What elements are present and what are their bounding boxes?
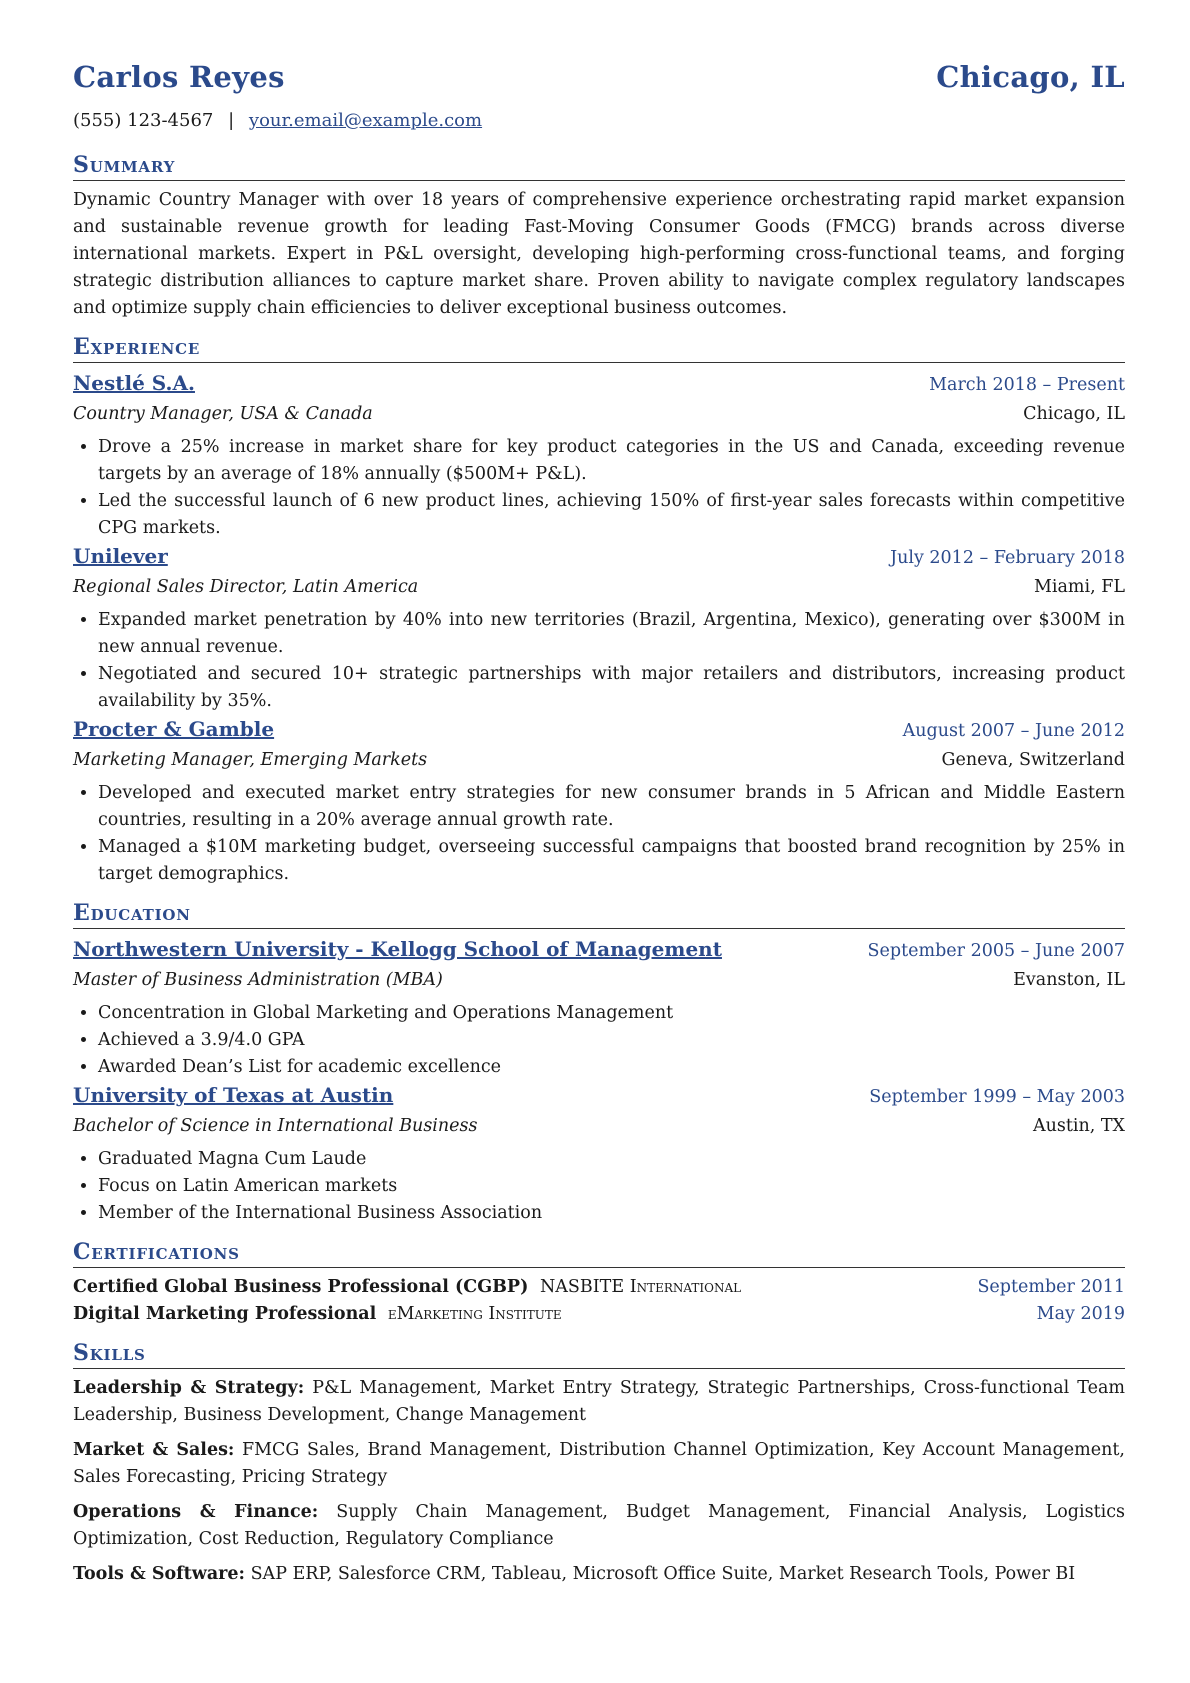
skill-group-values: FMCG Sales, Brand Management, Distribution Channel Optimization, Key Account Management, Sales Forecasting, Pricing Strategy — [73, 1440, 1125, 1487]
education-detail-item: • Focus on Latin American markets — [98, 1173, 1125, 1200]
experience-entry — [73, 369, 1125, 542]
degree-title: Bachelor of Science in International Business — [73, 1116, 478, 1136]
candidate-name: Carlos Reyes — [73, 60, 285, 94]
skill-group-values: P&L Management, Market Entry Strategy, Strategic Partnerships, Cross-functional Team Leadership, Business Development, Change Management — [73, 1378, 1125, 1425]
study-dates: September 1999 – May 2003 — [869, 1087, 1125, 1107]
education-heading: Education — [73, 898, 1125, 929]
skill-group — [73, 1499, 1125, 1553]
employer-link[interactable]: Nestlé S.A. — [73, 371, 195, 395]
achievement-item: • Managed a $10M marketing budget, overseeing successful campaigns that boosted brand recognition by 25% in target demographics. — [98, 834, 1125, 888]
phone-number: (555) 123-4567 — [73, 110, 214, 131]
education-detail-list — [73, 1000, 1125, 1081]
education-detail-item: • Achieved a 3.9/4.0 GPA — [98, 1027, 1125, 1054]
certification-row — [73, 1274, 1125, 1301]
achievement-item: • Drove a 25% increase in market share for key product categories in the US and Canada, exceeding revenue targets by an average of 18% annually ($500M+ P&L). — [98, 434, 1125, 488]
education-detail-item: • Awarded Dean’s List for academic excellence — [98, 1054, 1125, 1081]
skill-group-values: Supply Chain Management, Budget Management, Financial Analysis, Logistics Optimization, Cost Reduction, Regulatory Compliance — [73, 1502, 1125, 1549]
school-link[interactable]: Northwestern University - Kellogg School of Management — [73, 937, 722, 961]
contact-separator: | — [228, 110, 235, 131]
education-detail-item: • Graduated Magna Cum Laude — [98, 1146, 1125, 1173]
employer-link[interactable]: Procter & Gamble — [73, 717, 275, 741]
achievement-item: • Expanded market penetration by 40% into new territories (Brazil, Argentina, Mexico), generating over $300M in new annual revenue. — [98, 607, 1125, 661]
education-detail-item: • Concentration in Global Marketing and Operations Management — [98, 1000, 1125, 1027]
job-location: Chicago, IL — [1023, 404, 1125, 424]
skill-group — [73, 1561, 1125, 1588]
skill-group-label: Tools & Software: — [73, 1564, 245, 1584]
skill-group — [73, 1375, 1125, 1429]
candidate-city: Chicago, IL — [936, 60, 1125, 94]
school-link[interactable]: University of Texas at Austin — [73, 1083, 394, 1107]
summary-heading: Summary — [73, 150, 1125, 181]
job-title: Country Manager, USA & Canada — [73, 404, 373, 424]
school-location: Austin, TX — [1032, 1116, 1125, 1136]
education-detail-item: • Member of the International Business Association — [98, 1200, 1125, 1227]
achievement-item: • Developed and executed market entry strategies for new consumer brands in 5 African and Middle Eastern countries, resulting in a 20% average annual growth rate. — [98, 780, 1125, 834]
resume-header — [73, 60, 1125, 108]
achievement-list — [73, 434, 1125, 542]
skill-group-values: SAP ERP, Salesforce CRM, Tableau, Microsoft Office Suite, Market Research Tools, Power BI — [250, 1564, 1076, 1584]
certification-name: Certified Global Business Professional (CGBP) — [73, 1277, 529, 1297]
skills-heading: Skills — [73, 1338, 1125, 1369]
achievement-list — [73, 607, 1125, 715]
employment-dates: August 2007 – June 2012 — [902, 721, 1125, 741]
degree-title: Master of Business Administration (MBA) — [73, 970, 443, 990]
achievement-item: • Negotiated and secured 10+ strategic partnerships with major retailers and distributors, increasing product availability by 35%. — [98, 661, 1125, 715]
certification-date: May 2019 — [1036, 1304, 1125, 1324]
job-title: Marketing Manager, Emerging Markets — [73, 750, 428, 770]
certification-date: September 2011 — [977, 1277, 1125, 1297]
certification-issuer: eMarketing Institute — [387, 1304, 562, 1324]
achievement-item: • Led the successful launch of 6 new product lines, achieving 150% of first-year sales forecasts within competitive CPG markets. — [98, 488, 1125, 542]
experience-heading: Experience — [73, 332, 1125, 363]
experience-entry — [73, 542, 1125, 715]
education-detail-list — [73, 1146, 1125, 1227]
job-title: Regional Sales Director, Latin America — [73, 577, 419, 597]
summary-text: Dynamic Country Manager with over 18 years of comprehensive experience orchestrating rapid market expansion and sustainable revenue growth for leading Fast-Moving Consumer Goods (FMCG) brands across diverse international markets. Expert in P&L oversight, developing high-performing cross-functional teams, and forging strategic distribution alliances to capture market share. Proven ability to navigate complex regulatory landscapes and optimize supply chain efficiencies to deliver exceptional business outcomes. — [73, 190, 1125, 318]
job-location: Geneva, Switzerland — [941, 750, 1125, 770]
certifications-heading: Certifications — [73, 1237, 1125, 1268]
contact-line — [73, 110, 1125, 140]
skill-group — [73, 1437, 1125, 1491]
certification-name: Digital Marketing Professional — [73, 1304, 377, 1324]
skill-group-label: Leadership & Strategy: — [73, 1378, 305, 1398]
school-location: Evanston, IL — [1013, 970, 1125, 990]
employment-dates: July 2012 – February 2018 — [890, 548, 1125, 568]
education-entry — [73, 935, 1125, 1081]
experience-entry — [73, 715, 1125, 888]
employer-link[interactable]: Unilever — [73, 544, 168, 568]
study-dates: September 2005 – June 2007 — [867, 941, 1125, 961]
certification-issuer: NASBITE International — [539, 1277, 742, 1297]
achievement-list — [73, 780, 1125, 888]
job-location: Miami, FL — [1033, 577, 1125, 597]
education-entry — [73, 1081, 1125, 1227]
resume-page — [73, 60, 1125, 1596]
certification-row — [73, 1301, 1125, 1328]
employment-dates: March 2018 – Present — [929, 375, 1125, 395]
email-link[interactable]: your.email@example.com — [248, 110, 483, 131]
skill-group-label: Market & Sales: — [73, 1440, 235, 1460]
skill-group-label: Operations & Finance: — [73, 1502, 319, 1522]
